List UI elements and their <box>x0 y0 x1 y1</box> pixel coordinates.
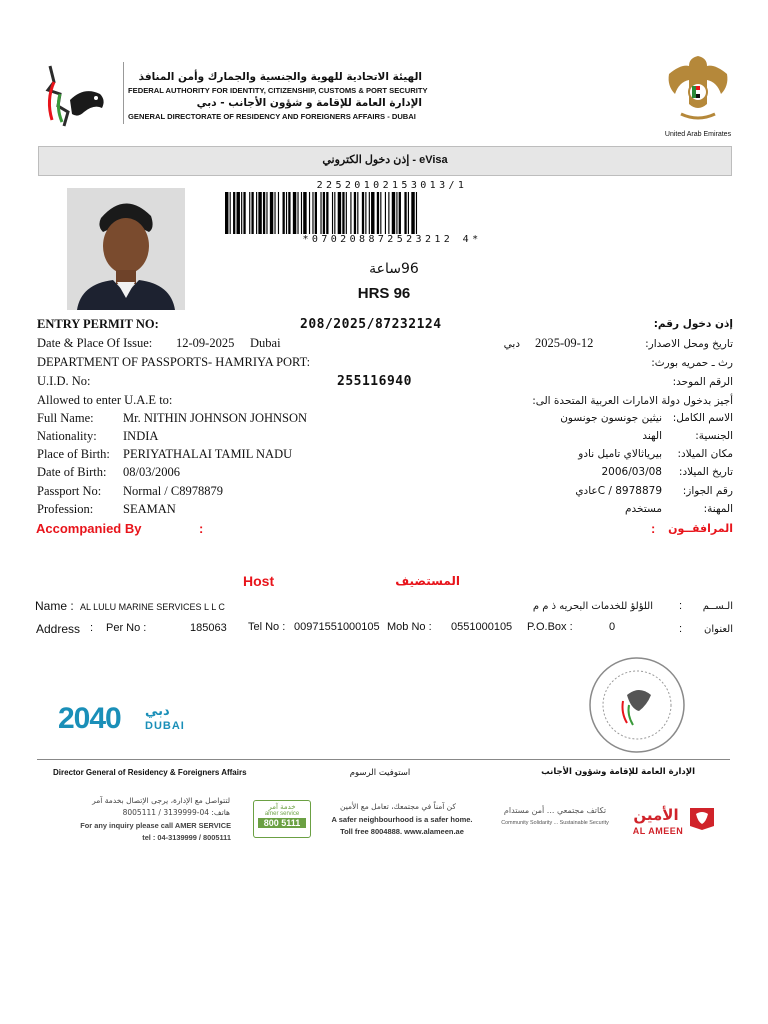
barcode-bar <box>416 192 417 234</box>
barcode-bar <box>404 192 406 234</box>
barcode-bar <box>411 192 414 234</box>
uid-value: 255116940 <box>337 374 412 389</box>
dubai-2040-logo-number: 2040 <box>58 702 121 735</box>
field-value: INDIA <box>123 429 159 443</box>
barcode-bar <box>258 192 261 234</box>
barcode-bar <box>288 192 290 234</box>
alameen-slogan-ar: كن آمناً في مجتمعك، تعامل مع الأمين <box>340 802 456 811</box>
barcode-bar <box>301 192 302 234</box>
barcode-bar <box>354 192 356 234</box>
director-general-ar: الإدارة العامة للإقامة وشؤون الأجانب <box>541 767 695 777</box>
barcode-bar <box>243 192 245 234</box>
barcode-bar <box>315 192 317 234</box>
barcode-bar <box>323 192 325 234</box>
allowed-label: Allowed to enter U.A.E to: <box>37 393 173 407</box>
barcode <box>224 192 560 234</box>
barcode-bar <box>283 192 285 234</box>
barcode-bar <box>332 192 333 234</box>
field-label: Profession: <box>37 502 94 516</box>
uid-label-ar: الرقم الموحد: <box>672 376 733 388</box>
barcode-bar <box>357 192 358 234</box>
dubai-logo-ar: دبي <box>145 704 170 719</box>
alameen-slogan-en: A safer neighbourhood is a safer home. <box>331 815 473 824</box>
department: DEPARTMENT OF PASSPORTS- HAMRIYA PORT: <box>37 355 311 369</box>
barcode-bar <box>233 192 235 234</box>
field-label: Date of Birth: <box>37 465 107 479</box>
country-label: United Arab Emirates <box>664 131 732 138</box>
uid-label: U.I.D. No: <box>37 374 91 388</box>
fees-paid-ar: استوفيت الرسوم <box>349 768 411 778</box>
field-label-ar: الاسم الكامل: <box>672 412 733 424</box>
directorate-name-en: GENERAL DIRECTORATE OF RESIDENCY AND FOREIGNERS AFFAIRS - DUBAI <box>128 112 416 121</box>
field-value-ar: الهند <box>642 430 662 442</box>
barcode-bar <box>369 192 370 234</box>
official-stamp <box>587 655 687 755</box>
barcode-bar <box>388 192 389 234</box>
amer-badge-en: amer service <box>264 811 300 817</box>
amer-info-en-1: For any inquiry please call AMER SERVICE <box>80 821 231 830</box>
directorate-name-ar: الإدارة العامة للإقامة و شؤون الأجانب - دبي <box>196 97 422 109</box>
barcode-bar <box>362 192 364 234</box>
barcode-bar <box>377 192 379 234</box>
barcode-bar <box>293 192 296 234</box>
per-no-label: Per No : <box>106 622 147 634</box>
field-value: 08/03/2006 <box>123 465 180 479</box>
host-label-ar: المستضيف <box>395 574 460 588</box>
entry-permit-label-ar: إذن دخول رقم: <box>653 318 733 330</box>
community-slogan-en: Community Solidarity ... Sustainable Security <box>501 820 609 826</box>
header-divider <box>123 62 124 124</box>
entry-permit-label: ENTRY PERMIT NO: <box>37 317 159 331</box>
field-label-ar: المهنة: <box>703 503 733 515</box>
tel-no-value: 00971551000105 <box>294 621 380 633</box>
host-name-label: Name : <box>35 599 74 613</box>
holder-photo <box>67 188 185 310</box>
duration-ar: 96ساعة <box>369 261 419 277</box>
mob-no-value: 0551000105 <box>451 621 513 633</box>
field-value-ar: بيرياثالاي تاميل نادو <box>578 448 662 460</box>
community-slogan-ar: تكاتف مجتمعي ... أمن مستدام <box>503 806 607 815</box>
barcode-bar <box>225 192 228 234</box>
accompanied-label: Accompanied By <box>36 521 142 536</box>
amer-service-badge <box>253 800 311 838</box>
barcode-bar <box>251 192 253 234</box>
alameen-logo-mark <box>686 804 718 832</box>
address-label-ar: العنوان <box>704 624 733 635</box>
pobox-label: P.O.Box : <box>527 621 573 633</box>
field-value: PERIYATHALAI TAMIL NADU <box>123 447 293 461</box>
amer-badge-number: 800 5111 <box>258 818 306 828</box>
field-label-ar: رقم الجواز: <box>682 485 733 497</box>
host-name-ar: اللؤلؤ للخدمات البحريه ذ م م <box>532 601 653 612</box>
issue-date-ar: 2025-09-12 <box>535 336 594 350</box>
field-value: Mr. NITHIN JOHNSON JOHNSON <box>123 411 308 425</box>
address-colon-ar: : <box>679 623 683 635</box>
uae-emblem <box>659 52 737 128</box>
duration-en: HRS 96 <box>357 285 411 302</box>
barcode-bar <box>365 192 366 234</box>
field-label: Nationality: <box>37 429 97 443</box>
footer-divider <box>37 759 730 760</box>
amer-info-en-2: tel : 04-3139999 / 8005111 <box>142 833 231 842</box>
barcode-bar <box>399 192 401 234</box>
field-value-ar: C / 8978879عادي <box>575 485 662 497</box>
issue-place-ar: دبي <box>503 338 520 350</box>
barcode-bar <box>320 192 321 234</box>
issue-date: 12-09-2025 <box>176 336 235 350</box>
barcode-bar <box>278 192 279 234</box>
host-name-colon: : <box>679 600 683 612</box>
authority-logo <box>40 60 116 132</box>
field-value-ar: نيثين جونسون جونسون <box>560 412 662 424</box>
department-ar: رث ـ حمريه بورث: <box>651 357 733 369</box>
amer-badge-ar: خدمة آمر <box>268 803 296 811</box>
field-label-ar: تاريخ الميلاد: <box>678 466 733 478</box>
authority-name-ar: الهيئة الاتحادية للهوية والجنسية والجمارك وأمن المنافذ <box>138 71 422 83</box>
tel-no-label: Tel No : <box>248 621 286 633</box>
director-general-en: Director General of Residency & Foreigners Affairs <box>53 768 247 777</box>
allowed-label-ar: أجيز بدخول دولة الامارات العربية المتحدة الى: <box>532 395 733 407</box>
field-label: Passport No: <box>37 484 102 498</box>
barcode-bar <box>303 192 306 234</box>
barcode-bar <box>385 192 386 234</box>
amer-info-ar-1: لتتواصل مع الإدارة، يرجى الإتصال بخدمة آمر <box>92 796 230 805</box>
field-value: SEAMAN <box>123 502 176 516</box>
field-value-ar: مستخدم <box>625 503 662 515</box>
address-colon: : <box>90 622 94 634</box>
accompanied-label-ar: المرافقــون <box>668 522 733 535</box>
barcode-bar <box>241 192 242 234</box>
mob-no-label: Mob No : <box>387 621 432 633</box>
field-label-ar: الجنسية: <box>695 430 733 442</box>
accompanied-colon: : <box>199 521 204 536</box>
barcode-bar <box>380 192 381 234</box>
barcode-bar <box>342 192 344 234</box>
alameen-logo-ar: الأمين <box>633 806 679 824</box>
barcode-bar <box>334 192 335 234</box>
field-label-ar: مكان الميلاد: <box>677 448 733 460</box>
barcode-bar <box>309 192 310 234</box>
barcode-bar <box>249 192 250 234</box>
barcode-bar <box>396 192 397 234</box>
issue-label-ar: تاريخ ومحل الاصدار: <box>645 338 733 350</box>
per-no-value: 185063 <box>190 622 227 634</box>
barcode-bar <box>371 192 374 234</box>
pobox-value: 0 <box>609 621 616 633</box>
barcode-bar <box>297 192 298 234</box>
barcode-bar <box>312 192 313 234</box>
barcode-bar <box>266 192 267 234</box>
barcode-top-number: 22520102153013/1 <box>316 180 468 191</box>
issue-place: Dubai <box>250 336 281 350</box>
barcode-bar <box>326 192 328 234</box>
barcode-bottom-number: *070208872523212 4* <box>302 234 482 245</box>
amer-info-ar-2: هاتف: 04-3139999 / 8005111 <box>122 808 230 817</box>
barcode-bar <box>392 192 395 234</box>
barcode-bar <box>286 192 287 234</box>
barcode-bar <box>230 192 231 234</box>
issue-label: Date & Place Of Issue: <box>37 336 153 350</box>
barcode-bar <box>237 192 240 234</box>
evisa-title: إذن دخول الكتروني - eVisa <box>322 154 448 166</box>
barcode-bar <box>274 192 275 234</box>
host-name-label-ar: الـســم <box>702 601 733 612</box>
host-name: AL LULU MARINE SERVICES L L C <box>80 602 225 612</box>
alameen-tollfree: Toll free 8004888. www.alameen.ae <box>340 827 464 836</box>
field-value: Normal / C8978879 <box>123 484 223 498</box>
alameen-logo-en: AL AMEEN <box>632 826 684 836</box>
barcode-bar <box>346 192 347 234</box>
field-value-ar: 2006/03/08 <box>601 466 662 478</box>
host-label: Host <box>243 573 275 589</box>
barcode-bar <box>256 192 257 234</box>
barcode-bar <box>350 192 351 234</box>
barcode-bar <box>270 192 273 234</box>
entry-permit-number: 208/2025/87232124 <box>300 317 442 332</box>
field-label: Full Name: <box>37 411 94 425</box>
barcode-bar <box>338 192 341 234</box>
field-label: Place of Birth: <box>37 447 110 461</box>
authority-name-en: FEDERAL AUTHORITY FOR IDENTITY, CITIZENSHIP, CUSTOMS & PORT SECURITY <box>128 86 428 95</box>
accompanied-colon-ar: : <box>651 521 656 536</box>
barcode-bar <box>408 192 409 234</box>
dubai-logo-en: DUBAI <box>145 720 185 732</box>
barcode-bar <box>263 192 265 234</box>
address-label: Address <box>36 622 81 636</box>
